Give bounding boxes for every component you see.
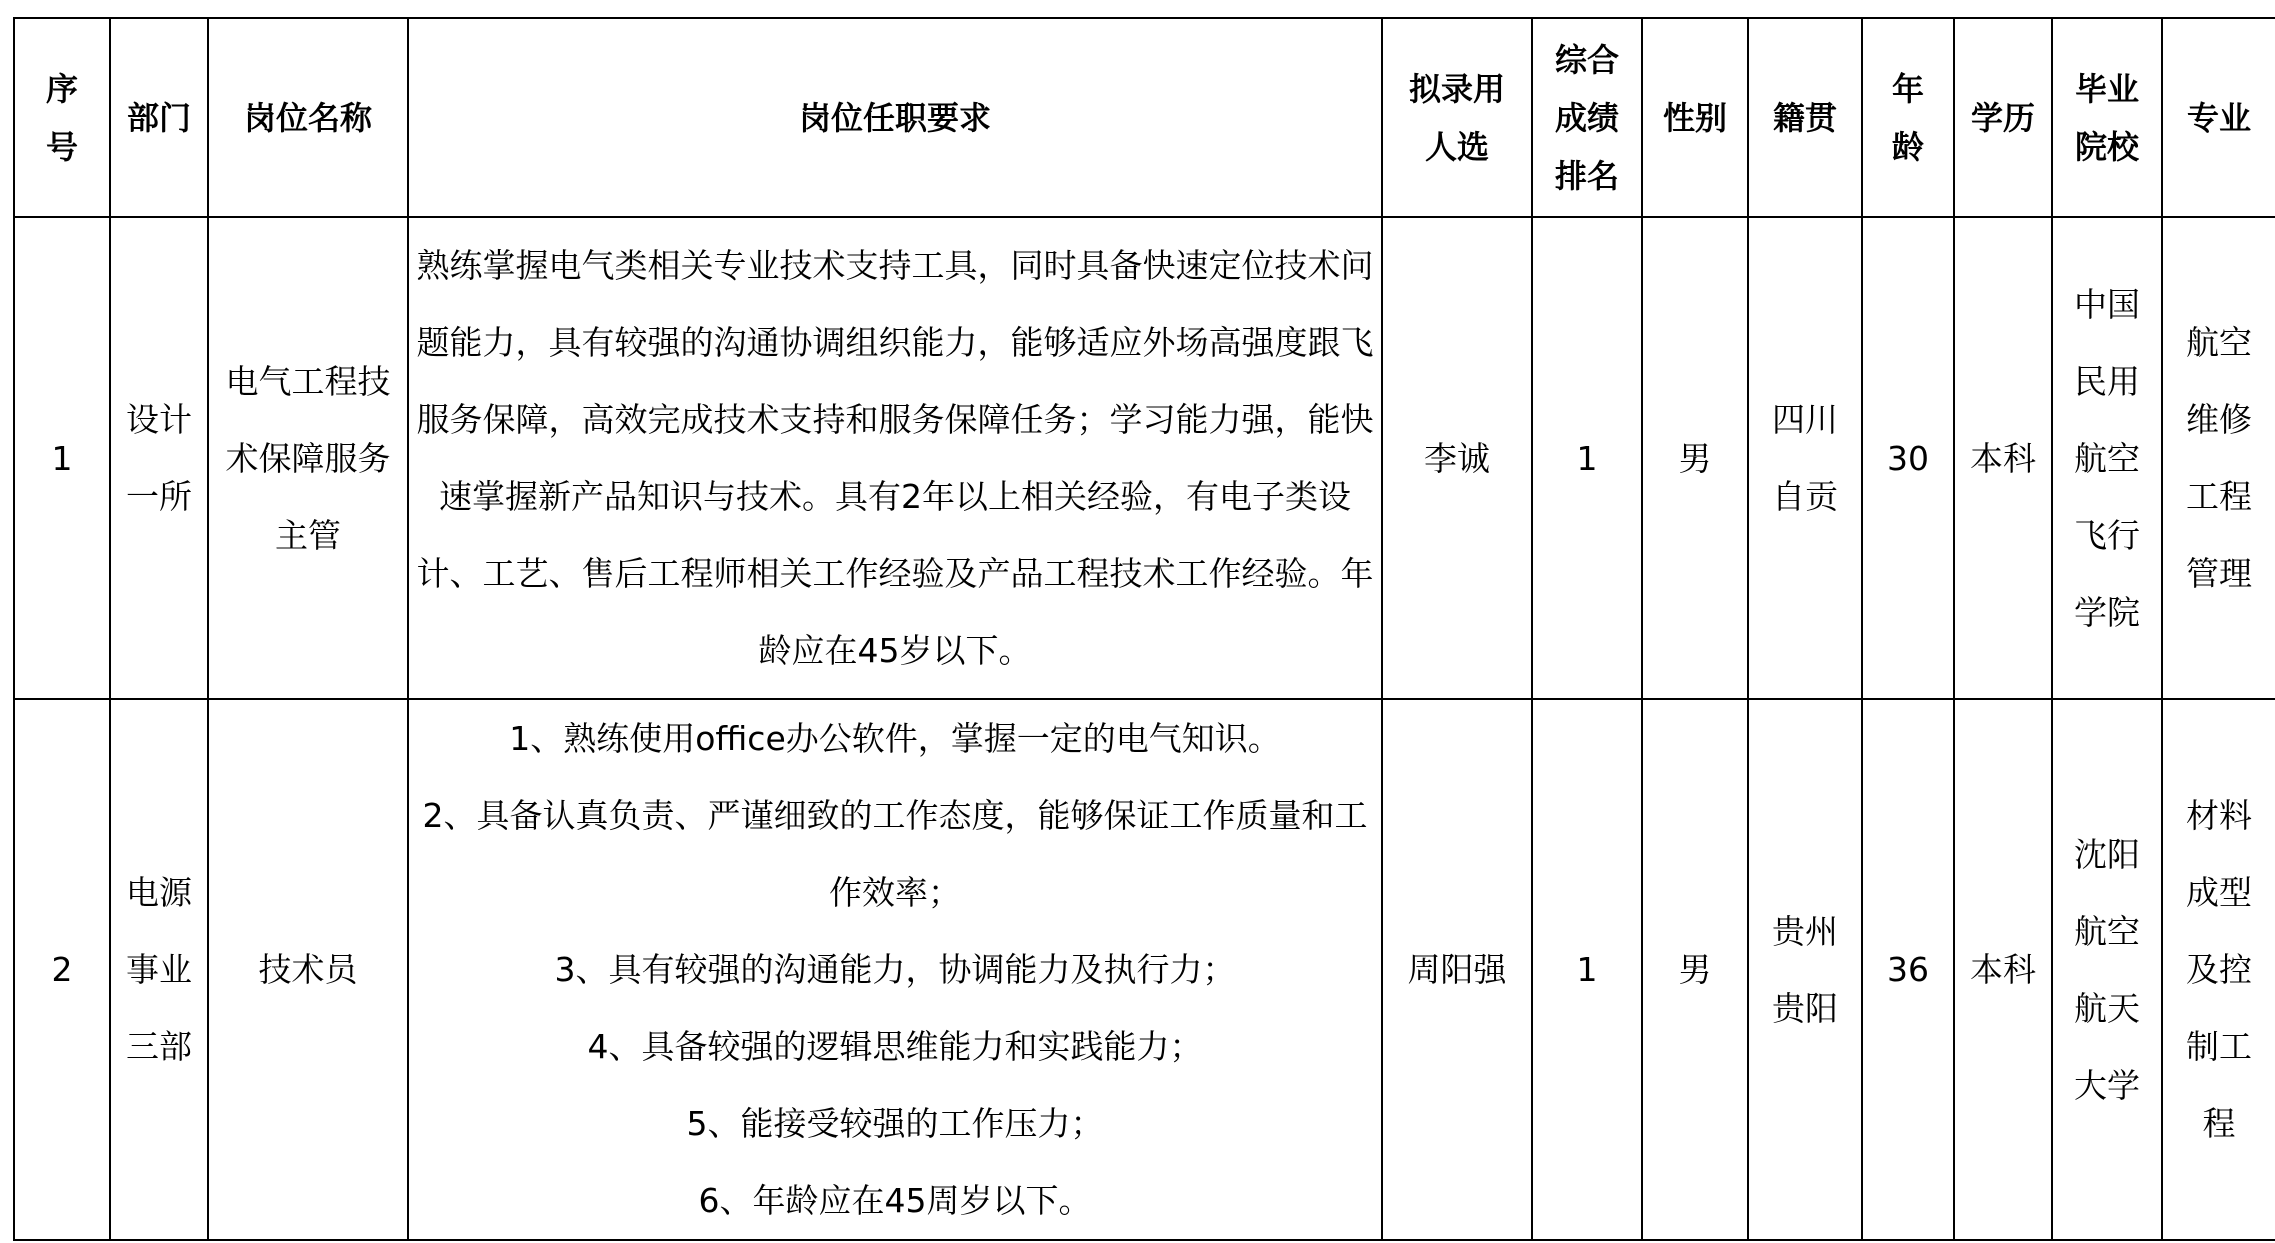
requirement-item: 5、能接受较强的工作压力；: [686, 1104, 1104, 1143]
table-row: [14, 699, 2275, 1240]
cell-school: 沈阳 航空 航天 大学: [2052, 699, 2162, 1240]
cell-native-place: 四川 自贡: [1748, 217, 1862, 699]
header-seq: 序 号: [14, 18, 110, 217]
table-header-row: [14, 18, 2275, 217]
cell-native-place: 贵州 贵阳: [1748, 699, 1862, 1240]
header-dept: 部门: [110, 18, 208, 217]
cell-gender: 男: [1642, 699, 1748, 1240]
cell-dept: 电源 事业 三部: [110, 699, 208, 1240]
requirement-item: 1、熟练使用office办公软件，掌握一定的电气知识。: [509, 719, 1281, 758]
cell-requirements: 熟练掌握电气类相关专业技术支持工具，同时具备快速定位技术问题能力，具有较强的沟通协调组织能力，能够适应外场高强度跟飞服务保障，高效完成技术支持和服务保障任务；学习能力强，能快速掌握新产品知识与技术。具有2年以上相关经验，有电子类设计、工艺、售后工程师相关工作经验及产品工程技术工作经验。年龄应在45岁以下。: [408, 217, 1382, 699]
cell-education: 本科: [1954, 699, 2052, 1240]
requirement-item: 4、具备较强的逻辑思维能力和实践能力；: [587, 1027, 1203, 1066]
cell-candidate: 周阳强: [1382, 699, 1532, 1240]
cell-seq: 2: [14, 699, 110, 1240]
header-school: 毕业 院校: [2052, 18, 2162, 217]
header-requirements: 岗位任职要求: [408, 18, 1382, 217]
cell-rank: 1: [1532, 217, 1642, 699]
cell-requirements: [408, 699, 1382, 1240]
table-row: [14, 217, 2275, 699]
cell-gender: 男: [1642, 217, 1748, 699]
cell-major: 航空 维修 工程 管理: [2162, 217, 2275, 699]
header-native-place: 籍贯: [1748, 18, 1862, 217]
requirement-item: 2、具备认真负责、严谨细致的工作态度，能够保证工作质量和工作效率；: [422, 796, 1368, 912]
header-candidate: 拟录用 人选: [1382, 18, 1532, 217]
cell-candidate: 李诚: [1382, 217, 1532, 699]
cell-major: 材料 成型 及控 制工 程: [2162, 699, 2275, 1240]
cell-position: 电气工程技 术保障服务 主管: [208, 217, 408, 699]
header-age: 年 龄: [1862, 18, 1954, 217]
header-rank: 综合 成绩 排名: [1532, 18, 1642, 217]
requirement-item: 3、具有较强的沟通能力，协调能力及执行力；: [554, 950, 1236, 989]
cell-school: 中国 民用 航空 飞行 学院: [2052, 217, 2162, 699]
cell-dept: 设计 一所: [110, 217, 208, 699]
header-education: 学历: [1954, 18, 2052, 217]
header-gender: 性别: [1642, 18, 1748, 217]
cell-age: 30: [1862, 217, 1954, 699]
cell-seq: 1: [14, 217, 110, 699]
cell-education: 本科: [1954, 217, 2052, 699]
recruitment-table: [13, 17, 2275, 1241]
header-position: 岗位名称: [208, 18, 408, 217]
cell-age: 36: [1862, 699, 1954, 1240]
cell-rank: 1: [1532, 699, 1642, 1240]
cell-position: 技术员: [208, 699, 408, 1240]
requirement-item: 6、年龄应在45周岁以下。: [698, 1181, 1092, 1220]
header-major: 专业: [2162, 18, 2275, 217]
